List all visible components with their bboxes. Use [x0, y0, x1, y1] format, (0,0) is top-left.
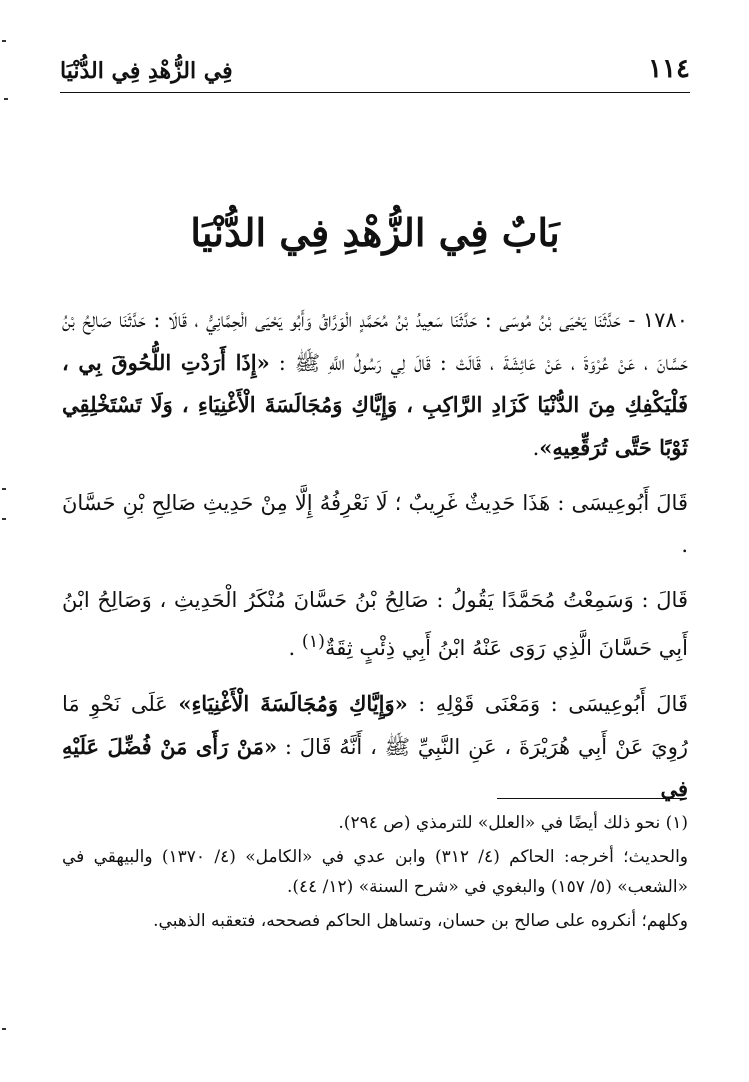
commentary-paragraph-3 — [62, 683, 688, 811]
hadith-matn-end: . — [532, 435, 540, 460]
footnote-2: والحديث؛ أخرجه: الحاكم (٤/ ٣١٢) وابن عدي في «الكامل» (٤/ ١٣٧٠) والبيهقي في «الشعب» (٥/ ١٥٧) والبغوي في «شرح السنة» (١٢/ ٤٤). — [62, 847, 689, 897]
header-rule — [60, 92, 690, 93]
scan-mark — [2, 40, 6, 42]
quoted-hadith: «مَنْ رَأَى مَنْ فُضِّلَ عَلَيْهِ فِي — [62, 733, 688, 801]
scan-mark — [2, 1028, 6, 1030]
commentary-text: قَالَ : وَسَمِعْتُ مُحَمَّدًا يَقُولُ : صَالِحُ بْنُ حَسَّانَ مُنْكَرُ الْحَدِيثِ ، وَصَالِحُ ابْنُ أَبِي حَسَّانَ الَّذِي رَوَى عَنْهُ ابْنُ أَبِي ذِئْبٍ ثِقَةٌ — [62, 588, 688, 660]
footnote-1: (١) نحو ذلك أيضًا في «العلل» للترمذي (ص ٢٩٤). — [338, 813, 688, 833]
running-header — [60, 42, 690, 84]
commentary-end: . — [288, 635, 302, 660]
scan-mark — [2, 518, 6, 520]
quoted-phrase: «وَإِيَّاكِ وَمُجَالَسَةَ الْأَغْنِيَاءِ» — [178, 691, 408, 716]
hadith-number: ١٧٨٠ - — [620, 308, 688, 332]
commentary-start: قَالَ أَبُوعِيسَى : وَمَعْنَى قَوْلِهِ : — [407, 692, 688, 716]
hadith-isnad: حَدَّثَنَا يَحْيَى بْنُ مُوسَى : حَدَّثَنَا سَعِيدُ بْنُ مُحَمَّدٍ الْوَرَّاقُ وَأَبُو يَحْيَى الْحِمَّانِيُّ ، قَالَا : حَدَّثَنَا صَالِحُ بْنُ حَسَّانَ ، عَنْ عُرْوَةَ ، عَنْ عَائِشَةَ ، قَالَتْ : قَالَ لِي رَسُولُ اللَّهِ ﷺ : — [62, 308, 688, 375]
commentary-middle: عَلَى نَحْوِ مَا رُوِيَ عَنْ أَبِي هُرَيْرَةَ ، عَنِ النَّبِيِّ ﷺ ، أَنَّهُ قَالَ : — [62, 692, 688, 759]
body-text — [62, 300, 688, 811]
commentary-paragraph-2 — [62, 580, 688, 669]
hadith-matn: «إِذَا أَرَدْتِ اللُّحُوقَ بِي ، فَلْيَكْفِكِ مِنَ الدُّنْيَا كَزَادِ الرَّاكِبِ ، وَإِيَّاكِ وَمُجَالَسَةَ الْأَغْنِيَاءِ ، وَلَا تَسْتَخْلِقِي ثَوْبًا حَتَّى تُرَقِّعِيهِ» — [62, 349, 688, 460]
running-title: فِي الزُّهْدِ فِي الدُّنْيَا — [60, 58, 233, 84]
page-number: ١١٤ — [648, 54, 690, 84]
footnotes — [62, 808, 688, 936]
footnote-marker: (١) — [301, 631, 325, 652]
commentary-paragraph-1: قَالَ أَبُوعِيسَى : هَذَا حَدِيثٌ غَرِيبٌ ؛ لَا نَعْرِفُهُ إِلَّا مِنْ حَدِيثِ صَالِحِ بْنِ حَسَّانَ . — [62, 491, 688, 557]
hadith-paragraph — [62, 300, 688, 469]
chapter-title: بَابٌ فِي الزُّهْدِ فِي الدُّنْيَا — [190, 210, 560, 255]
footnote-3: وكلهم؛ أنكروه على صالح بن حسان، وتساهل الحاكم فصححه، فتعقبه الذهبي. — [153, 911, 688, 931]
footnote-separator — [497, 798, 687, 799]
scan-mark — [4, 98, 8, 100]
scan-mark — [2, 488, 6, 490]
